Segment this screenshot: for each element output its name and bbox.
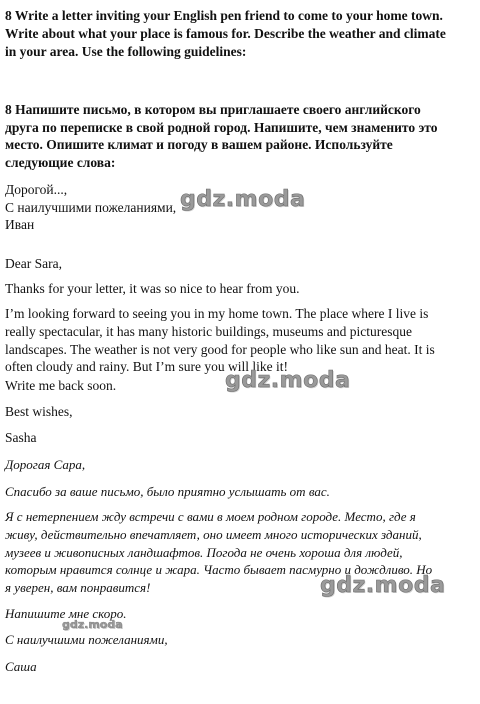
letter-en-thanks: Thanks for your letter, it was so nice to hear from you. (5, 281, 300, 296)
letter-ru-closing: С наилучшими пожеланиями, (5, 632, 168, 647)
watermark-logo: gdz.moda (180, 187, 306, 212)
letter-en-signature: Sasha (5, 430, 37, 445)
letter-ru-body-line-1: Я с нетерпением жду встречи с вами в моем родном городе. Место, где я (5, 509, 416, 524)
letter-en-greeting: Dear Sara, (5, 256, 62, 271)
guide-line-1: Дорогой..., (5, 182, 68, 197)
letter-ru-signature: Саша (5, 659, 37, 674)
letter-ru-body-line-3: музеев и живописных ландшафтов. Погода не очень хороша для людей, (5, 545, 403, 560)
letter-en-write-back: Write me back soon. (5, 378, 117, 393)
task-ru-line-3: место. Опишите климат и погоду в вашем районе. Используйте (5, 137, 393, 152)
letter-en-body-line-3: landscapes. The weather is not very good for people who like sun and heat. It is (5, 342, 435, 357)
letter-en-body-line-4: often cloudy and rainy. But I’m sure you will like it! (5, 359, 288, 374)
task-ru-line-4: следующие слова: (5, 155, 116, 170)
letter-ru-thanks: Спасибо за ваше письмо, было приятно услышать от вас. (5, 484, 330, 499)
task-en-line-2: Write about what your place is famous for. Describe the weather and climate (5, 26, 446, 41)
guide-line-2: С наилучшими пожеланиями, (5, 200, 177, 215)
letter-en-body-line-1: I’m looking forward to seeing you in my home town. The place where I live is (5, 306, 429, 321)
letter-en-body-line-2: really spectacular, it has many historic buildings, museums and picturesque (5, 324, 412, 339)
task-en-line-3: in your area. Use the following guidelines: (5, 44, 247, 59)
letter-ru-write-back: Напишите мне скоро. (5, 606, 127, 621)
letter-ru-body-line-5: я уверен, вам понравится! (5, 580, 151, 595)
letter-ru-greeting: Дорогая Сара, (5, 457, 86, 472)
letter-en-closing: Best wishes, (5, 404, 73, 419)
watermark-logo-small: gdz.moda (62, 618, 123, 631)
guide-line-3: Иван (5, 217, 35, 232)
task-en-line-1: 8 Write a letter inviting your English pen friend to come to your home town. (5, 8, 443, 23)
task-ru-line-2: друга по переписке в свой родной город. Напишите, чем знаменито это (5, 120, 438, 135)
task-ru-line-1: 8 Напишите письмо, в котором вы приглашаете своего английского (5, 102, 421, 117)
letter-ru-body-line-2: живу, действительно впечатляет, оно имеет много исторических зданий, (5, 527, 422, 542)
watermark-logo: gdz.moda (225, 368, 351, 393)
letter-ru-body-line-4: которым нравится солнце и жара. Часто бывает пасмурно и дождливо. Но (5, 562, 433, 577)
watermark-logo: gdz.moda (320, 573, 446, 598)
